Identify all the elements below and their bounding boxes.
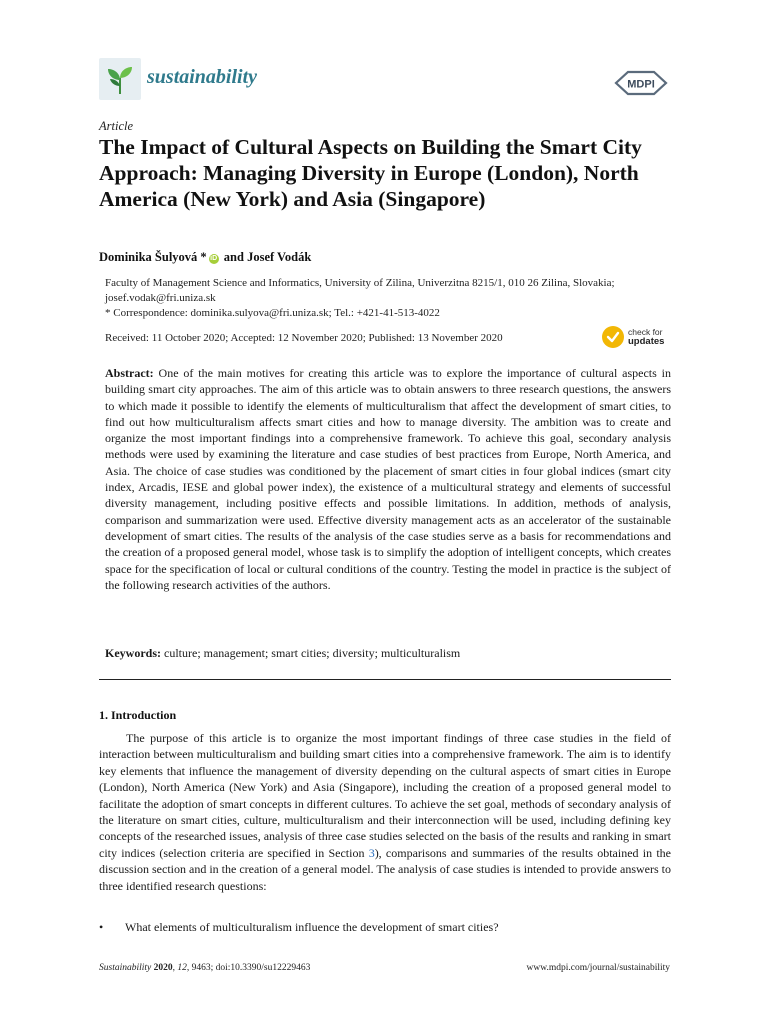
section-heading-introduction: 1. Introduction <box>99 708 177 722</box>
journal-logo <box>99 58 141 100</box>
author-line <box>99 250 311 265</box>
orcid-icon[interactable]: iD <box>210 255 218 262</box>
publication-dates: Received: 11 October 2020; Accepted: 12 November 2020; Published: 13 November 2020 <box>105 332 503 344</box>
section-divider <box>99 679 671 680</box>
article-type: Article <box>99 119 134 133</box>
keywords-label: Keywords: <box>105 646 161 660</box>
keywords-text: culture; management; smart cities; diversity; multiculturalism <box>164 646 461 660</box>
research-question-1: What elements of multiculturalism influence the development of smart cities? <box>125 920 499 934</box>
sprout-icon <box>99 58 141 100</box>
publisher-logo <box>612 68 670 98</box>
correspondence-text: * Correspondence: dominika.sulyova@fri.uniza.sk; Tel.: +421-41-513-4022 <box>105 307 440 319</box>
author-2[interactable]: and Josef Vodák <box>220 250 312 264</box>
abstract <box>105 365 671 593</box>
author-1[interactable]: Dominika Šulyová * <box>99 250 207 264</box>
keywords <box>105 646 671 661</box>
section-reference-link[interactable]: 3 <box>368 845 375 860</box>
check-for-updates-badge[interactable] <box>602 326 672 350</box>
check-updates-icon <box>602 326 624 348</box>
abstract-label: Abstract: <box>105 366 154 380</box>
affiliation-text: Faculty of Management Science and Informatics, University of Zilina, Univerzitna 8215/1, 010 26 Zilina, Slovakia; josef.vodak@fri.uniza.sk <box>105 277 615 304</box>
affiliations <box>105 276 680 321</box>
check-updates-label: check for updates <box>628 327 665 347</box>
footer-citation: Sustainability 2020, 12, 9463; doi:10.3390/su12229463 <box>99 963 311 973</box>
footer-url[interactable]: www.mdpi.com/journal/sustainability <box>526 963 670 973</box>
journal-name: sustainability <box>147 66 258 88</box>
publisher-name: MDPI <box>627 78 655 91</box>
abstract-text: One of the main motives for creating this article was to explore the importance of cultural aspects in building smart city approaches. The aim of this article was to obtain answers to three research questions, the answers to which made it possible to identify the elements of multiculturalism that affect the development of smart cities, to find out how multiculturalism affects smart cities and how to manage diversity. The ambition was to create and organize the most important findings into a comprehensive framework. To achieve this goal, secondary analysis methods were used by examining the literature and case studies of best practices from Europe, North America, and Asia. The choice of case studies was conditioned by the placement of smart cities in four global indices (smart city index, Arcadis, IESE and global power index), the existence of a multicultural strategy and elements of successful diversity management, including positive effects and possible limitations. In addition, methods of analysis, comparison and summarization were used. Effective diversity management acts as an accelerator of the sustainable development of smart cities. The results of the analysis of the case studies serve as a basis for recommendations and the creation of a proposed general model, whose task is to simplify the adoption of intelligent concepts, which creates space for the specification of local or cultural conditions of the country. Testing the model in practice is the subject of the following research activities of the authors. <box>105 366 672 592</box>
article-title: The Impact of Cultural Aspects on Building the Smart City Approach: Managing Diversity in Europe (London), North America (New York) and Asia (Singapore) <box>99 135 642 211</box>
bullet-icon: • <box>99 920 104 934</box>
introduction-paragraph: The purpose of this article is to organize the most important findings of three case studies in the field of interaction between multiculturalism and building smart cities into a comprehensive framework. The aim is to identify key elements that influence the management of diversity depending on the cultural aspects of smart cities in Europe (London), North America (New York) and Asia (Singapore), including the creation of a proposed general model to facilitate the adoption of smart concepts in different cultures. To achieve the set goal, methods of secondary analysis of the literature on smart cities, culture, multiculturalism and their interconnection will be used, including defining key concepts of the researched issues, analysis of three case studies selected on the basis of the results and ranking in smart city indices (selection criteria are specified in Section 3), comparisons and summaries of the results obtained in the discussion section and in the creation of a general model. The analysis of case studies is intended to provide answers to three identified research questions: <box>99 731 671 893</box>
